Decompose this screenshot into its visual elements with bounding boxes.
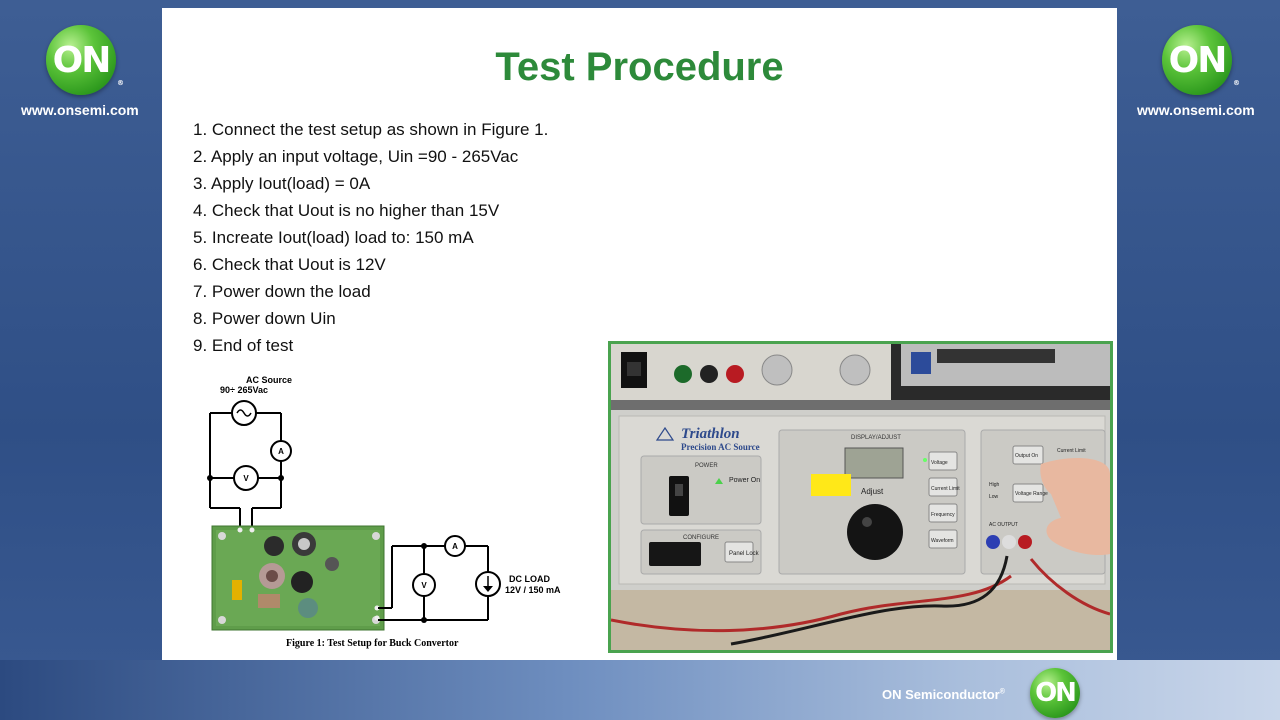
node-dot	[421, 617, 427, 623]
step-item: 8. Power down Uin	[193, 309, 336, 328]
slide-title: Test Procedure	[495, 45, 784, 89]
step-item: 6. Check that Uout is 12V	[193, 255, 386, 274]
configure-section-label: CONFIGURE	[683, 535, 719, 541]
ammeter-label: A	[452, 542, 458, 551]
waveform-button-label: Waveform	[931, 538, 954, 544]
ammeter-symbol	[271, 441, 291, 461]
on-logo-right	[1162, 25, 1240, 95]
logo-text: ON	[1035, 678, 1075, 708]
slide	[162, 8, 1117, 660]
step-item: 2. Apply an input voltage, Uin =90 - 265Vac	[193, 147, 519, 166]
low-label: Low	[989, 494, 999, 500]
on-logo-left	[46, 25, 124, 95]
instrument-photo	[608, 341, 1113, 653]
dc-load-label: DC LOAD	[509, 574, 550, 584]
step-item: 4. Check that Uout is no higher than 15V	[193, 201, 500, 220]
frequency-button-label: Frequency	[931, 512, 955, 518]
power-on-label: Power On	[729, 477, 761, 484]
buck-converter-board	[212, 526, 384, 630]
voltage-range-label: Voltage Range	[1015, 491, 1048, 497]
logo-text: ON	[52, 39, 110, 81]
logo-reg: ®	[117, 79, 124, 87]
step-item: 7. Power down the load	[193, 282, 371, 301]
ac-output-label: AC OUTPUT	[989, 522, 1018, 528]
ac-source-label: AC Source	[246, 375, 293, 385]
step-item: 1. Connect the test setup as shown in Figure 1.	[193, 120, 549, 139]
ac-source-range: 90÷ 265Vac	[220, 385, 268, 395]
current-limit-label: Current Limit	[1057, 448, 1086, 454]
power-section-label: POWER	[695, 463, 718, 469]
output-on-label: Output On	[1015, 453, 1039, 459]
instrument-subtitle: Precision AC Source	[681, 442, 760, 452]
output-ammeter-symbol	[445, 536, 465, 556]
voltmeter-label: V	[421, 581, 427, 590]
ammeter-label: A	[278, 447, 284, 456]
figure-caption: Figure 1: Test Setup for Buck Convertor	[286, 638, 459, 649]
display-section-label: DISPLAY/ADJUST	[851, 435, 901, 441]
footer-brand	[882, 687, 1005, 702]
current-limit-button-label: Current Limit	[931, 486, 960, 492]
output-voltmeter-symbol	[413, 574, 435, 596]
node-dot	[278, 475, 284, 481]
footer-brand-text: ON Semiconductor	[882, 687, 1000, 702]
instrument-photo-drawing	[611, 344, 1110, 650]
step-item: 9. End of test	[193, 336, 294, 355]
step-item: 3. Apply Iout(load) = 0A	[193, 174, 371, 193]
voltmeter-label: V	[243, 474, 249, 483]
node-dot	[421, 543, 427, 549]
dc-load-rating: 12V / 150 mA	[505, 585, 561, 595]
high-label: High	[989, 482, 1000, 488]
adjust-label: Adjust	[861, 487, 884, 496]
bottom-band	[0, 660, 1280, 720]
step-item: 5. Increate Iout(load) load to: 150 mA	[193, 228, 474, 247]
dc-load-symbol	[476, 572, 500, 596]
footer-reg: ®	[999, 688, 1005, 696]
voltage-button-label: Voltage	[931, 460, 948, 466]
site-url-left: www.onsemi.com	[21, 102, 139, 118]
on-logo-footer	[1030, 668, 1080, 718]
site-url-right: www.onsemi.com	[1137, 102, 1255, 118]
panel-lock-label: Panel Lock	[729, 551, 759, 557]
test-setup-figure	[202, 368, 622, 658]
logo-reg: ®	[1233, 79, 1240, 87]
voltmeter-symbol	[234, 466, 258, 490]
logo-text: ON	[1168, 39, 1226, 81]
node-dot	[207, 475, 213, 481]
ac-source-symbol	[232, 401, 256, 425]
procedure-steps	[193, 116, 548, 359]
instrument-brand: Triathlon	[681, 426, 740, 442]
